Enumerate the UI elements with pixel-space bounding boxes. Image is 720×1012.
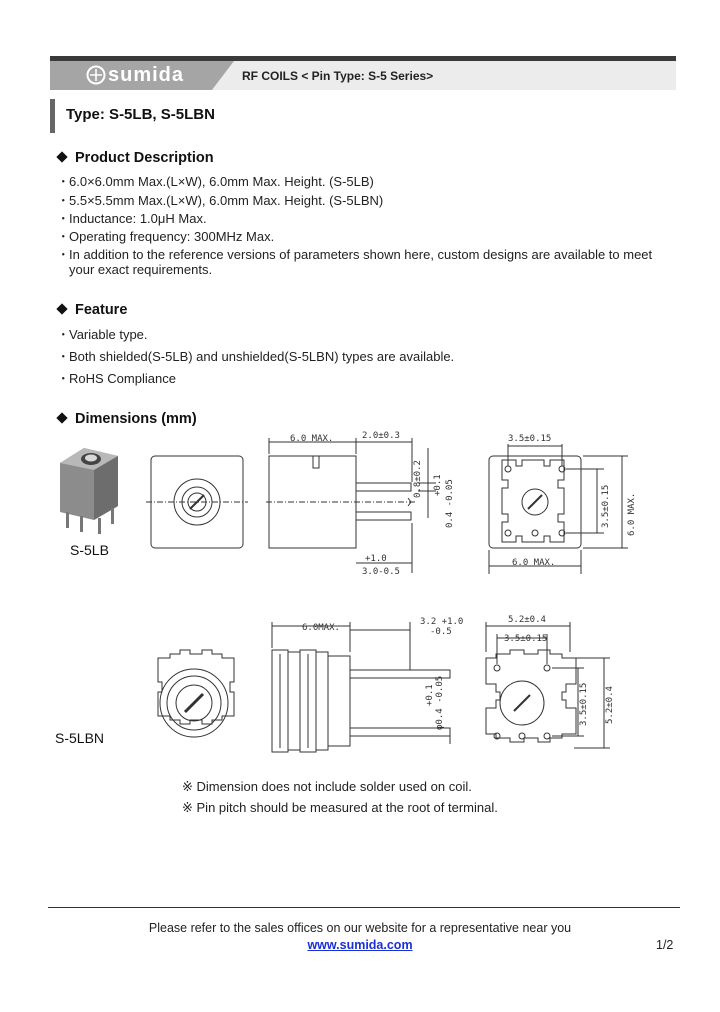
s5lb-photo [60, 448, 118, 534]
s5lbn-label: S-5LBN [55, 730, 105, 746]
dim-label: 3.2 +1.0 [420, 617, 464, 627]
dim-label: +0.1 [425, 684, 435, 706]
s5lbn-drawing [150, 612, 630, 762]
s5lbn-top-view [158, 650, 234, 737]
s5lb-label: S-5LB [70, 542, 109, 558]
dim-label: 3.0-0.5 [362, 567, 400, 576]
feature-heading [58, 302, 127, 318]
product-description-heading [58, 150, 214, 166]
footer-divider [48, 907, 680, 908]
diamond-bullet-icon [56, 151, 67, 162]
dim-label: 0.8±0.2 [413, 460, 423, 498]
list-item: ･ Variable type. [60, 327, 148, 342]
dim-label: 2.0±0.3 [362, 431, 400, 441]
diamond-bullet-icon [56, 412, 67, 423]
sumida-logo-icon [86, 65, 106, 85]
dim-label: 3.5±0.15 [504, 634, 548, 644]
header-bar [50, 56, 676, 90]
s5lbn-side-view [272, 622, 450, 752]
list-item-continuation: your exact requirements. [69, 262, 213, 277]
dim-label: 3.5±0.15 [508, 434, 552, 444]
dim-label: φ0.4 -0.05 [435, 675, 445, 730]
product-description-heading-text: Product Description [75, 150, 214, 166]
s5lb-side-view [266, 438, 436, 573]
type-title: Type: S-5LB, S-5LBN [66, 106, 215, 123]
dimensions-heading-text: Dimensions (mm) [75, 411, 197, 427]
s5lb-top-view [146, 456, 248, 548]
dimensions-heading [58, 411, 197, 427]
list-item: ･ Inductance: 1.0μH Max. [60, 211, 207, 226]
dim-label: 6.0MAX. [302, 623, 340, 633]
footer-text: Please refer to the sales offices on our website for a representative near you [148, 921, 572, 935]
list-item: ･ Both shielded(S-5LB) and unshielded(S-5LBN) types are available. [60, 349, 455, 364]
diamond-bullet-icon [56, 303, 67, 314]
dim-label: 6.0 MAX. [512, 558, 556, 568]
dim-label: 6.0 MAX. [290, 434, 334, 444]
dim-label: -0.5 [430, 627, 452, 637]
list-item: ･ 5.5×5.5mm Max.(L×W), 6.0mm Max. Height. (S-5LBN) [60, 193, 384, 208]
website-link[interactable]: www.sumida.com [307, 938, 413, 952]
header-title: RF COILS < Pin Type: S-5 Series> [242, 69, 434, 83]
dim-label: 3.5±0.15 [601, 484, 611, 528]
dim-label: 0.4 -0.05 [445, 479, 455, 528]
list-item: ･ 6.0×6.0mm Max.(L×W), 6.0mm Max. Height. (S-5LB) [60, 174, 374, 189]
type-accent-bar [50, 99, 55, 133]
dim-label: +0.1 [433, 474, 443, 496]
feature-heading-text: Feature [75, 302, 128, 318]
dim-label: 5.2±0.4 [508, 615, 546, 625]
list-item: ･ RoHS Compliance [60, 371, 176, 386]
dimension-note: ※ Dimension does not include solder used on coil. [182, 779, 472, 794]
dim-label: 6.0 MAX. [627, 492, 637, 536]
dimension-note: ※ Pin pitch should be measured at the root of terminal. [182, 800, 498, 815]
list-item: ･ In addition to the reference versions of parameters shown here, custom designs are available to meet [60, 247, 653, 262]
header-top-rule [50, 56, 676, 61]
dim-label: +1.0 [365, 554, 387, 564]
s5lb-drawing [56, 428, 646, 576]
logo-text: sumida [108, 64, 185, 86]
page-number: 1/2 [656, 938, 674, 952]
list-item: ･ Operating frequency: 300MHz Max. [60, 229, 275, 244]
dim-label: 5.2±0.4 [605, 686, 615, 724]
dim-label: 3.5±0.15 [579, 682, 589, 726]
